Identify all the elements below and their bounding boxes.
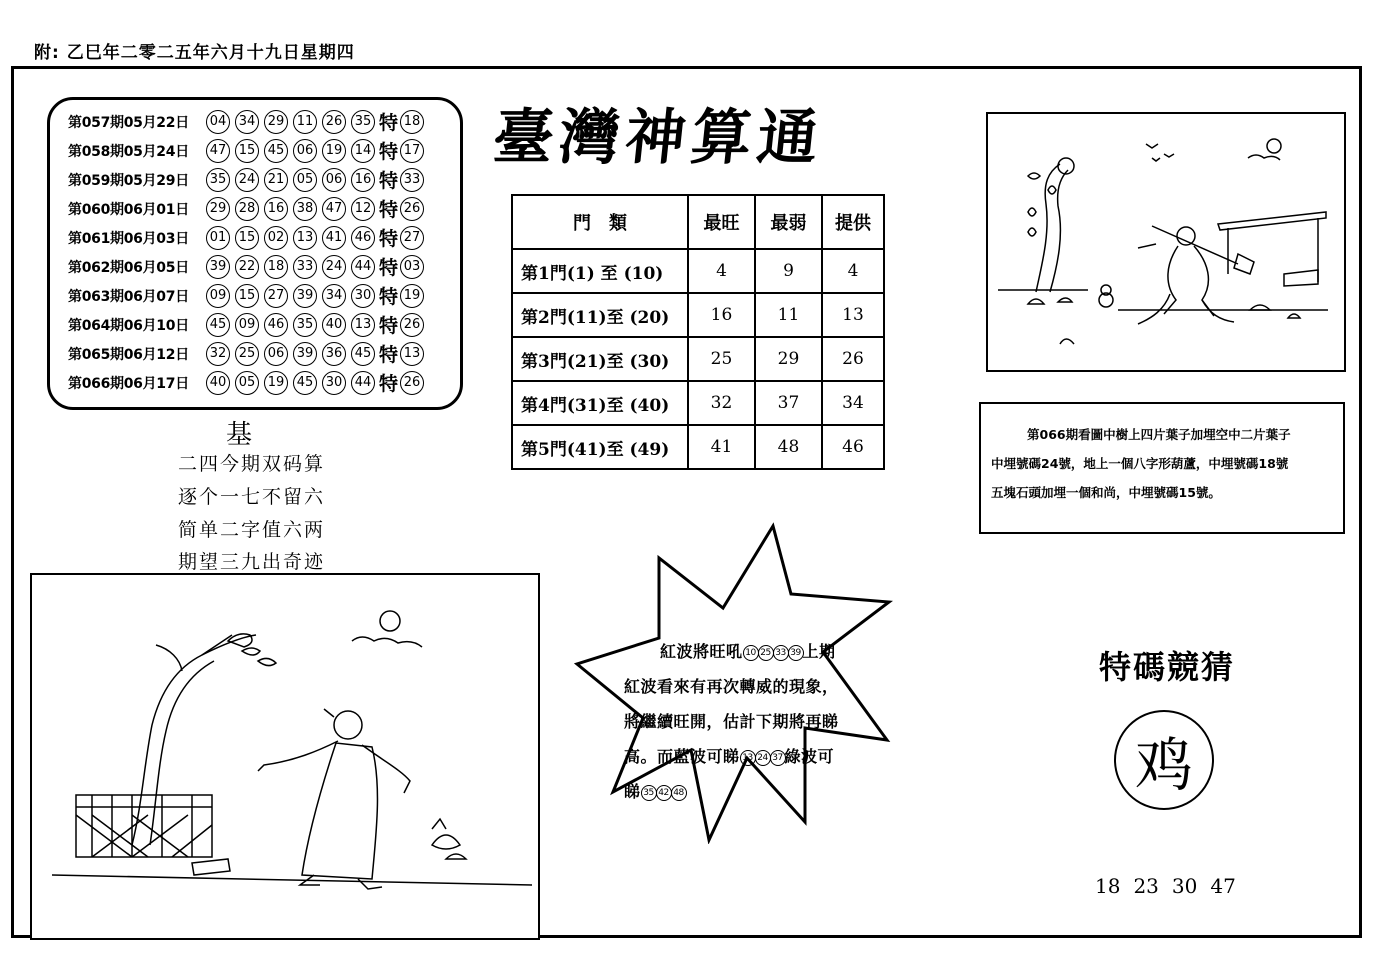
cell-min: 11 xyxy=(755,293,822,337)
cell-min: 48 xyxy=(755,425,822,469)
special-ball: 13 xyxy=(400,342,424,366)
number-ball: 18 xyxy=(264,255,288,279)
number-ball: 06 xyxy=(322,168,346,192)
hint-line: 五塊石頭加埋一個和尚，中埋號碼15號。 xyxy=(991,485,1221,500)
guess-number: 23 xyxy=(1133,874,1159,898)
number-ball: 25 xyxy=(235,342,259,366)
history-row xyxy=(68,281,460,310)
zodiac-char: 鸡 xyxy=(1134,731,1193,799)
history-row xyxy=(68,194,460,223)
cell-give: 4 xyxy=(822,249,884,293)
cell-min: 29 xyxy=(755,337,822,381)
number-ball: 15 xyxy=(235,226,259,250)
cell-max: 4 xyxy=(688,249,755,293)
poem-line: 期望三九出奇迹 xyxy=(178,551,326,573)
special-label: 特 xyxy=(379,112,399,134)
zone-table xyxy=(511,194,885,470)
cell-give: 34 xyxy=(822,381,884,425)
poem-line: 二四今期双码算 xyxy=(178,453,326,475)
table-row xyxy=(512,381,884,425)
number-ball: 32 xyxy=(206,342,230,366)
star-line: 睇 35 42 48 xyxy=(624,774,886,809)
number-ball: 01 xyxy=(206,226,230,250)
number-ball: 30 xyxy=(351,284,375,308)
cell-max: 16 xyxy=(688,293,755,337)
number-ball: 36 xyxy=(322,342,346,366)
guess-number: 18 xyxy=(1095,874,1121,898)
zone-label: 第4門(31)至 (40) xyxy=(512,381,688,425)
number-ball: 35 xyxy=(206,168,230,192)
number-ball: 45 xyxy=(264,139,288,163)
number-ball: 35 xyxy=(293,313,317,337)
number-ball: 15 xyxy=(235,139,259,163)
star-line: 紅波將旺吼 10 25 33 39 上期 xyxy=(660,642,836,661)
table-header: 最弱 xyxy=(755,195,822,249)
poem-line: 简单二字值六两 xyxy=(178,519,326,541)
number-ball: 15 xyxy=(235,284,259,308)
scholar-illustration xyxy=(30,573,540,940)
number-ball: 39 xyxy=(293,284,317,308)
number-ball: 24 xyxy=(322,255,346,279)
star-text xyxy=(624,634,886,809)
number-ball: 22 xyxy=(235,255,259,279)
guess-numbers xyxy=(1095,874,1249,898)
history-period: 第064期06月10日 xyxy=(68,317,189,334)
number-ball: 44 xyxy=(351,255,375,279)
special-label: 特 xyxy=(379,141,399,163)
number-ball: 40 xyxy=(206,371,230,395)
number-ball: 26 xyxy=(322,110,346,134)
star-line: 將繼續旺開，估計下期將再睇 xyxy=(624,712,839,731)
table-header: 門 類 xyxy=(512,195,688,249)
table-header-row xyxy=(512,195,884,249)
history-period: 第063期06月07日 xyxy=(68,288,189,305)
number-ball: 30 xyxy=(322,371,346,395)
history-period: 第057期05月22日 xyxy=(68,114,189,131)
special-ball: 26 xyxy=(400,313,424,337)
number-ball: 09 xyxy=(235,313,259,337)
number-ball: 45 xyxy=(293,371,317,395)
special-ball: 19 xyxy=(400,284,424,308)
history-row xyxy=(68,136,460,165)
scholar-head xyxy=(334,711,362,739)
history-row xyxy=(68,223,460,252)
number-ball: 34 xyxy=(322,284,346,308)
special-label: 特 xyxy=(379,315,399,337)
number-ball: 46 xyxy=(351,226,375,250)
scholar-drawing xyxy=(32,575,538,938)
table-header: 提供 xyxy=(822,195,884,249)
number-ball: 05 xyxy=(235,371,259,395)
number-ball: 12 xyxy=(351,197,375,221)
monk-drawing xyxy=(988,114,1344,370)
star-line: 紅波看來有再次轉威的現象， xyxy=(624,677,839,696)
page-title: 臺灣神算通 xyxy=(489,103,828,173)
special-label: 特 xyxy=(379,373,399,395)
tree-trunk xyxy=(132,635,256,845)
guess-title: 特碼競猜 xyxy=(1099,648,1236,686)
number-ball: 47 xyxy=(206,139,230,163)
number-ball: 16 xyxy=(264,197,288,221)
history-row xyxy=(68,339,460,368)
number-ball: 39 xyxy=(293,342,317,366)
special-ball: 27 xyxy=(400,226,424,250)
history-row xyxy=(68,368,460,397)
table-header: 最旺 xyxy=(688,195,755,249)
number-ball: 06 xyxy=(264,342,288,366)
header-date: 附: 乙巳年二零二五年六月十九日星期四 xyxy=(34,43,355,63)
special-label: 特 xyxy=(379,170,399,192)
number-ball: 41 xyxy=(322,226,346,250)
hint-line: 第066期看圖中樹上四片葉子加埋空中二片葉子 xyxy=(1027,427,1291,442)
number-ball: 19 xyxy=(322,139,346,163)
zone-label: 第5門(41)至 (49) xyxy=(512,425,688,469)
special-ball: 26 xyxy=(400,371,424,395)
cell-give: 46 xyxy=(822,425,884,469)
zone-label: 第2門(11)至 (20) xyxy=(512,293,688,337)
hint-box xyxy=(979,402,1345,534)
table-row xyxy=(512,249,884,293)
number-ball: 11 xyxy=(293,110,317,134)
number-ball: 13 xyxy=(351,313,375,337)
number-ball: 29 xyxy=(264,110,288,134)
number-ball: 40 xyxy=(322,313,346,337)
cell-min: 9 xyxy=(755,249,822,293)
history-period: 第066期06月17日 xyxy=(68,375,189,392)
history-row xyxy=(68,107,460,136)
number-ball: 46 xyxy=(264,313,288,337)
cell-max: 25 xyxy=(688,337,755,381)
special-ball: 03 xyxy=(400,255,424,279)
special-label: 特 xyxy=(379,228,399,250)
zodiac-circle xyxy=(1114,710,1214,810)
special-label: 特 xyxy=(379,199,399,221)
number-ball: 44 xyxy=(351,371,375,395)
number-ball: 16 xyxy=(351,168,375,192)
cell-give: 26 xyxy=(822,337,884,381)
number-ball: 33 xyxy=(293,255,317,279)
special-label: 特 xyxy=(379,344,399,366)
number-ball: 27 xyxy=(264,284,288,308)
monk-head xyxy=(1177,227,1195,245)
number-ball: 28 xyxy=(235,197,259,221)
poem-line: 逐个一七不留六 xyxy=(178,486,326,508)
history-period: 第059期05月29日 xyxy=(68,172,189,189)
table-row xyxy=(512,337,884,381)
number-ball: 45 xyxy=(206,313,230,337)
special-label: 特 xyxy=(379,257,399,279)
table-row xyxy=(512,293,884,337)
history-period: 第062期06月05日 xyxy=(68,259,189,276)
guess-number: 30 xyxy=(1171,874,1198,898)
special-ball: 33 xyxy=(400,168,424,192)
number-ball: 39 xyxy=(206,255,230,279)
history-row xyxy=(68,165,460,194)
hint-line: 中埋號碼24號，地上一個八字形葫蘆，中埋號碼18號 xyxy=(991,456,1289,471)
monk-illustration xyxy=(986,112,1346,372)
history-row xyxy=(68,310,460,339)
number-ball: 02 xyxy=(264,226,288,250)
zone-label: 第3門(21)至 (30) xyxy=(512,337,688,381)
number-ball: 14 xyxy=(351,139,375,163)
history-period: 第061期06月03日 xyxy=(68,230,189,247)
number-ball: 47 xyxy=(322,197,346,221)
number-ball: 13 xyxy=(293,226,317,250)
number-ball: 21 xyxy=(264,168,288,192)
number-ball: 04 xyxy=(206,110,230,134)
cell-max: 41 xyxy=(688,425,755,469)
number-ball: 09 xyxy=(206,284,230,308)
history-period: 第065期06月12日 xyxy=(68,346,189,363)
history-panel xyxy=(47,97,463,410)
history-period: 第060期06月01日 xyxy=(68,201,189,218)
number-ball: 35 xyxy=(351,110,375,134)
special-label: 特 xyxy=(379,286,399,308)
number-ball: 29 xyxy=(206,197,230,221)
guess-number: 47 xyxy=(1210,874,1236,898)
zone-label: 第1門(1) 至 (10) xyxy=(512,249,688,293)
number-ball: 34 xyxy=(235,110,259,134)
special-ball: 18 xyxy=(400,110,424,134)
cell-max: 32 xyxy=(688,381,755,425)
history-period: 第058期05月24日 xyxy=(68,143,189,160)
special-ball: 17 xyxy=(400,139,424,163)
table-row xyxy=(512,425,884,469)
number-ball: 24 xyxy=(235,168,259,192)
number-ball: 06 xyxy=(293,139,317,163)
poem-title: 基 xyxy=(226,420,253,450)
number-ball: 19 xyxy=(264,371,288,395)
tree-trunk xyxy=(1036,164,1060,292)
number-ball: 38 xyxy=(293,197,317,221)
special-ball: 26 xyxy=(400,197,424,221)
number-ball: 45 xyxy=(351,342,375,366)
history-row xyxy=(68,252,460,281)
star-line: 高。而藍波可睇 13 24 37 綠波可 xyxy=(624,747,835,766)
cell-give: 13 xyxy=(822,293,884,337)
cell-min: 37 xyxy=(755,381,822,425)
number-ball: 05 xyxy=(293,168,317,192)
